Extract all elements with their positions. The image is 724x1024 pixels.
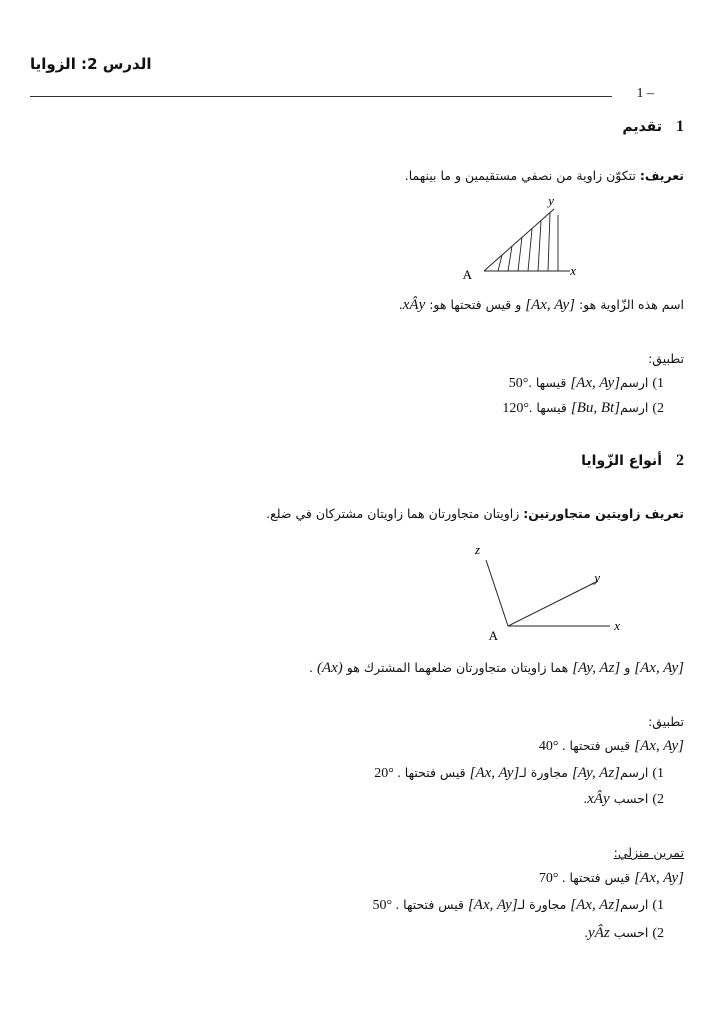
item-text: قيس فتحتها xyxy=(404,765,466,780)
item-value: 120°. xyxy=(502,401,533,416)
item-math: yÂz xyxy=(588,925,610,941)
angle-measure-math: xÂy xyxy=(402,297,426,313)
z-label: z xyxy=(474,542,480,557)
angle-name-text: اسم هذه الزّاوية هو: xyxy=(578,297,684,312)
homework-given xyxy=(539,870,684,887)
application-2-item-1 xyxy=(374,765,664,782)
item-text: ارسم xyxy=(620,897,649,912)
item-number: 2) xyxy=(652,926,664,941)
homework-item-1 xyxy=(373,897,664,914)
section-2-title: أنواع الزّوايا xyxy=(581,453,662,469)
definition-2-text: زاويتان متجاورتان هما زاويتان مشتركان في ضلع. xyxy=(266,506,520,521)
adjacent-common-side: (Ax) xyxy=(316,660,343,676)
angle-name-line: اسم هذه الزّاوية هو: [Ax, Ay] و قيس فتحتها هو: xÂy. xyxy=(398,297,684,313)
section-2-heading xyxy=(581,452,684,470)
item-number: 1) xyxy=(652,766,664,781)
header-rule xyxy=(30,96,612,97)
item-text: مجاورة لـ xyxy=(517,897,567,912)
ray-az xyxy=(486,560,508,626)
vertex-a-label: A xyxy=(488,628,498,643)
ray-ay xyxy=(508,581,598,626)
item-text: احسب xyxy=(613,925,649,940)
adjacent-text: هما زاويتان متجاورتان ضلعهما المشترك هو xyxy=(346,660,569,675)
item-math: xÂy xyxy=(587,791,610,807)
given-value: 40° . xyxy=(538,739,566,754)
item-end: . xyxy=(584,925,589,940)
application-2-given xyxy=(539,738,684,755)
angle-name-math: [Ax, Ay] xyxy=(525,297,575,313)
y-label: y xyxy=(594,570,600,585)
item-math: [Ax, Ay] xyxy=(467,897,518,913)
item-number: 2) xyxy=(652,792,664,807)
definition-1-text: تتكوّن زاوية من نصفي مستقيمين و ما بينهما. xyxy=(404,168,636,183)
section-2-number: 2 xyxy=(676,452,684,469)
item-math: [Ax, Az] xyxy=(570,897,621,913)
application-1-item-2 xyxy=(502,400,664,417)
item-value: 50° . xyxy=(372,898,400,913)
item-end: . xyxy=(583,791,588,806)
given-text: قيس فتحتها xyxy=(569,870,631,885)
adjacent-angles-figure xyxy=(470,538,640,648)
given-math: [Ax, Ay] xyxy=(634,870,684,886)
definition-1-label: تعريف: xyxy=(639,168,684,183)
given-value: 70° . xyxy=(538,871,566,886)
item-math: [Ay, Az] xyxy=(571,765,621,781)
section-1-heading xyxy=(622,118,684,136)
item-number: 2) xyxy=(652,401,664,416)
adjacent-math-1: [Ax, Ay] xyxy=(634,660,684,676)
application-2-label: تطبيق: xyxy=(648,714,684,729)
item-text: قيسها xyxy=(535,375,567,390)
given-math: [Ax, Ay] xyxy=(634,738,684,754)
application-2-item-2 xyxy=(583,791,664,808)
lesson-title: الدرس 2: الزوايا xyxy=(30,55,152,73)
adjacent-statement xyxy=(309,660,684,677)
adjacent-end: . xyxy=(309,660,313,675)
item-math: [Ax, Ay] xyxy=(570,375,621,391)
x-label: x xyxy=(614,618,620,633)
angle-hatching xyxy=(498,213,558,271)
item-math: [Ax, Ay] xyxy=(469,765,520,781)
adjacent-and: و xyxy=(624,660,631,675)
section-1-title: تقديم xyxy=(622,119,662,135)
item-text: قيس فتحتها xyxy=(403,897,464,912)
item-text: احسب xyxy=(613,791,649,806)
definition-2 xyxy=(266,506,684,521)
adjacent-math-2: [Ay, Az] xyxy=(572,660,621,676)
item-value: 50°. xyxy=(508,376,532,391)
item-text: ارسم xyxy=(620,765,649,780)
application-1-label: تطبيق: xyxy=(648,351,684,366)
item-number: 1) xyxy=(652,376,664,391)
item-text: قيسها xyxy=(536,400,567,415)
item-text: ارسم xyxy=(620,375,649,390)
angle-measure-text: و قيس فتحتها هو: xyxy=(429,297,522,312)
application-1-item-1 xyxy=(509,375,664,392)
given-text: قيس فتحتها xyxy=(569,738,631,753)
item-text: مجاورة لـ xyxy=(519,765,568,780)
y-label: y xyxy=(548,193,554,208)
x-label: x xyxy=(570,263,576,278)
homework-label: تمرين منزلي: xyxy=(613,845,684,860)
homework-item-2 xyxy=(584,925,664,942)
item-number: 1) xyxy=(652,898,664,913)
item-math: [Bu, Bt] xyxy=(570,400,621,416)
item-value: 20° . xyxy=(374,766,401,781)
item-text: ارسم xyxy=(620,400,649,415)
section-1-number: 1 xyxy=(676,118,684,135)
vertex-a-label: A xyxy=(462,267,472,282)
definition-1 xyxy=(405,168,684,183)
page-number: 1 – xyxy=(636,86,654,101)
definition-2-label: تعريف زاويتين متجاورتين: xyxy=(523,506,684,521)
angle-figure xyxy=(462,193,600,285)
